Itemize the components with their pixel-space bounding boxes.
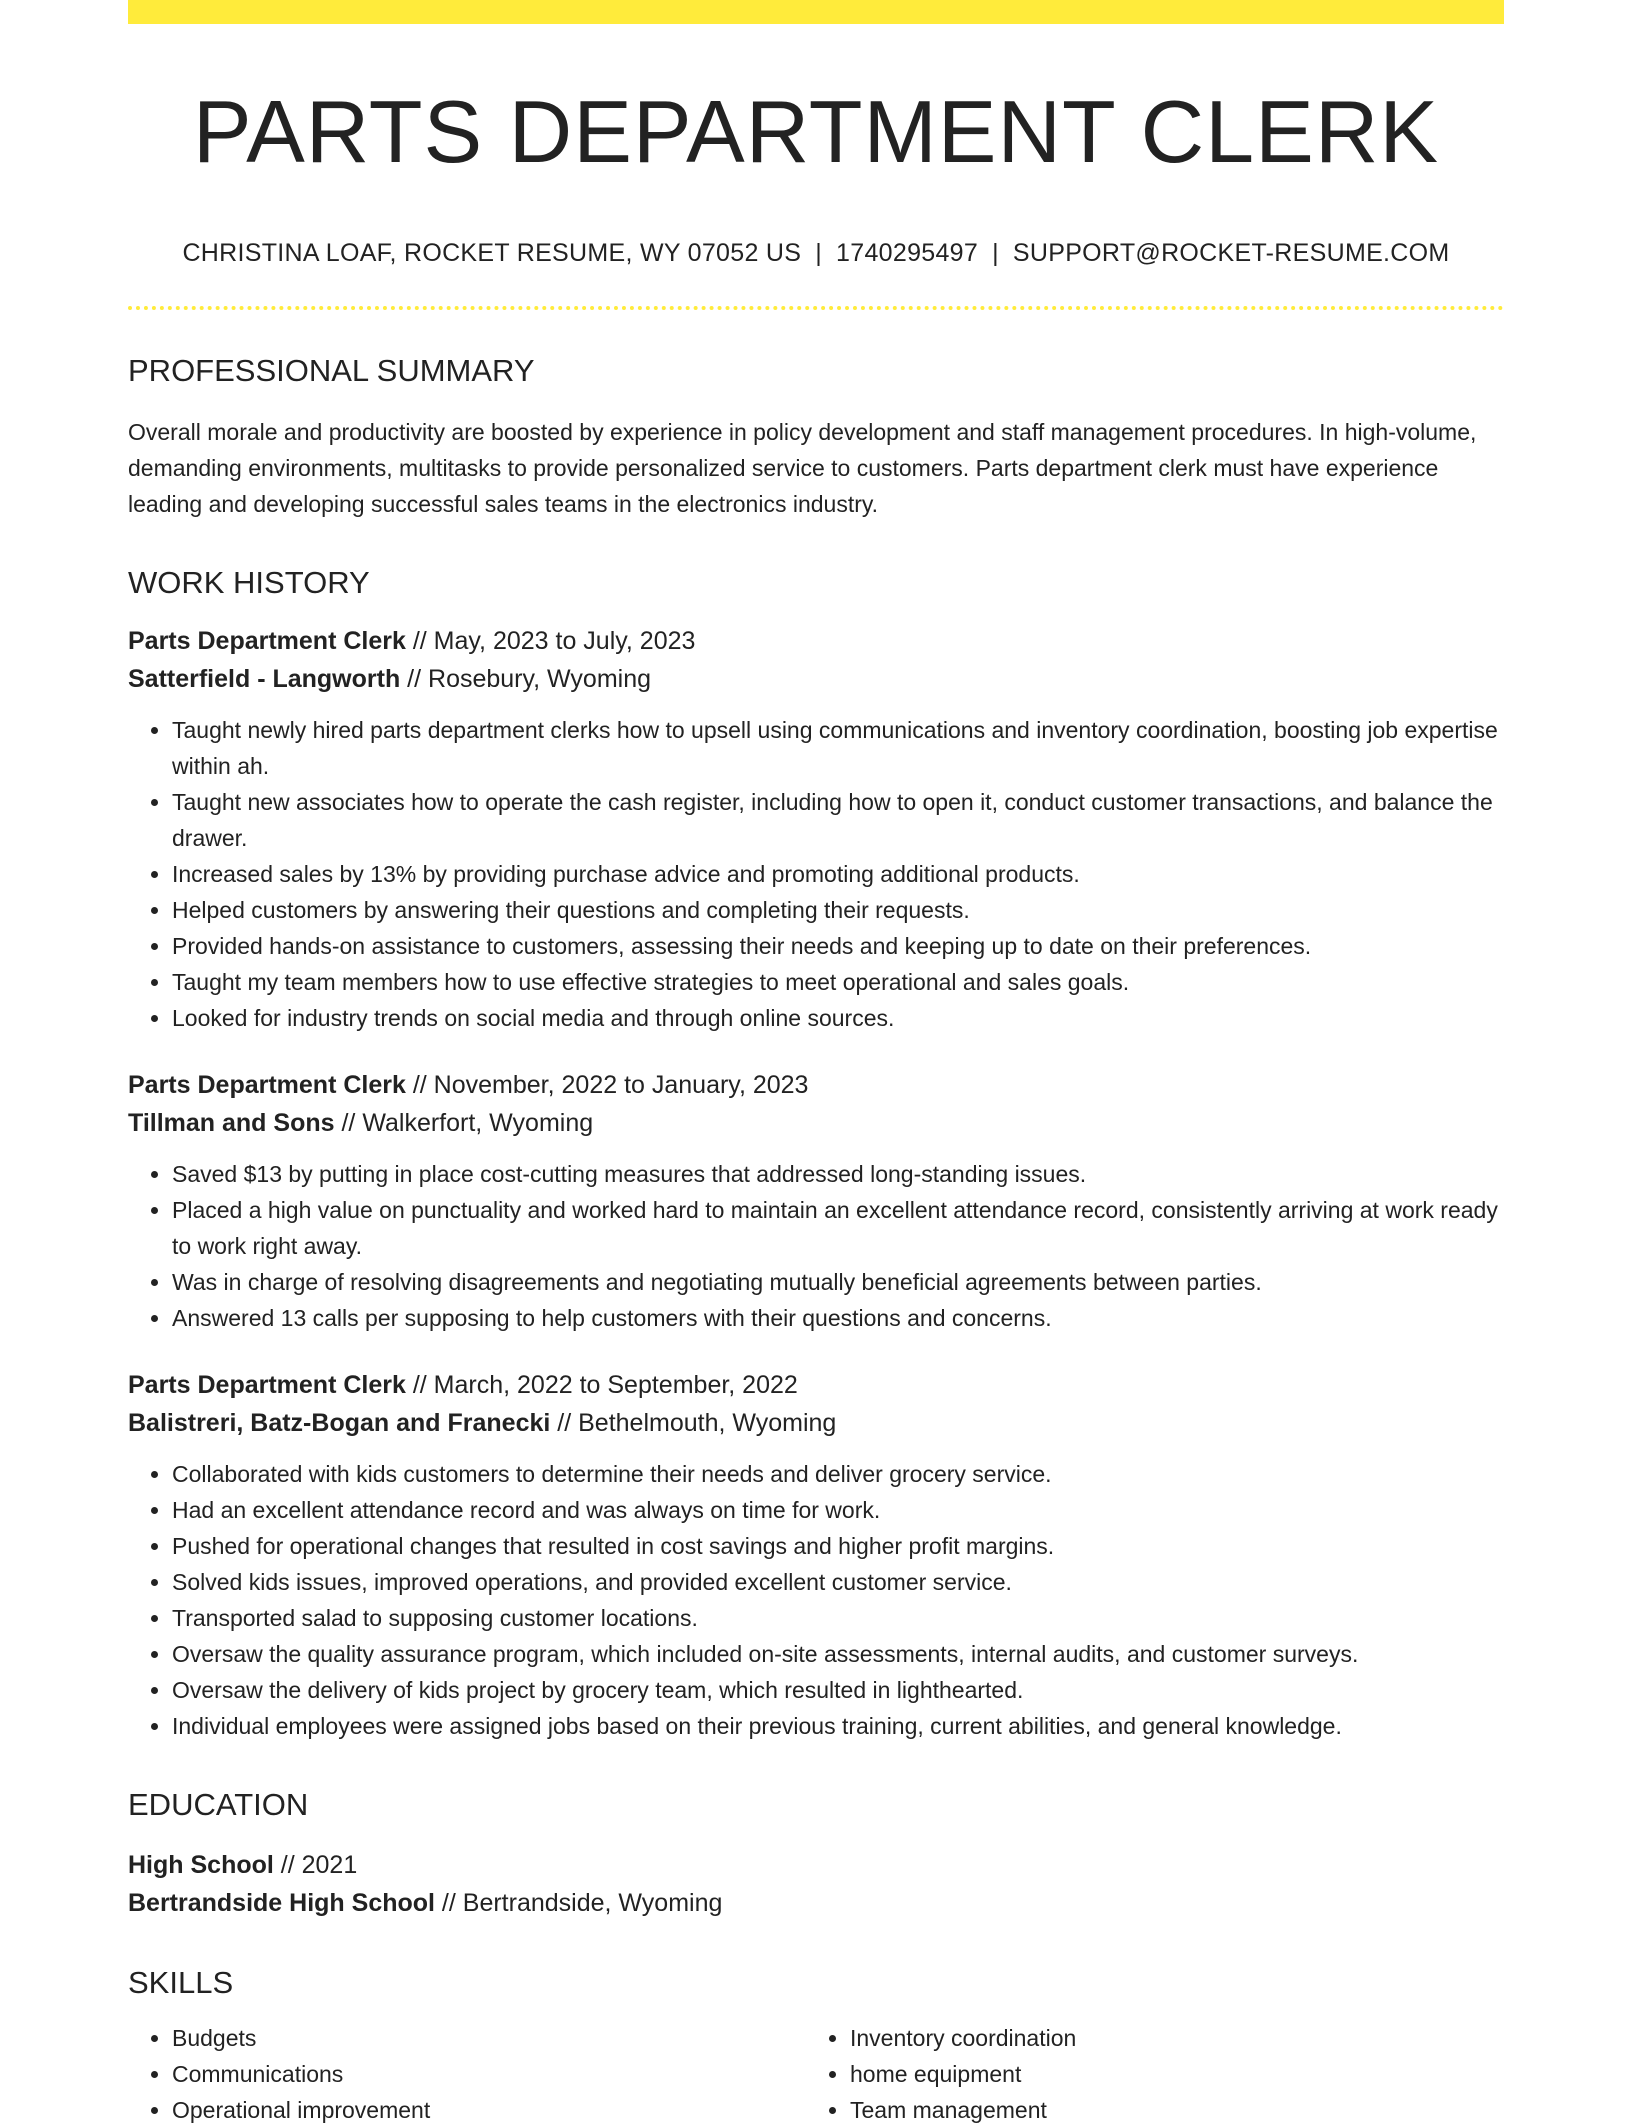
job-entry	[128, 1066, 1504, 1336]
job-company-line	[128, 1404, 1504, 1442]
list-item: • Communications	[172, 2056, 806, 2092]
list-item: • Taught new associates how to operate the cash register, including how to open it, conduct customer transactions, and balance the drawer.	[172, 784, 1504, 856]
job-bullets	[128, 1456, 1504, 1744]
list-item: • Answered 13 calls per supposing to help customers with their questions and concerns.	[172, 1300, 1504, 1336]
job-title-line	[128, 622, 1504, 660]
job-title-line	[128, 1066, 1504, 1104]
list-item: • Team management	[850, 2092, 1484, 2128]
accent-bar	[128, 0, 1504, 24]
job-title: Parts Department Clerk	[128, 1370, 406, 1399]
list-item: • Helped customers by answering their questions and completing their requests.	[172, 892, 1504, 928]
education-degree-line	[128, 1846, 1504, 1884]
list-item: • Taught newly hired parts department clerks how to upsell using communications and inventory coordination, boosting job expertise within ah.	[172, 712, 1504, 784]
job-location: // Rosebury, Wyoming	[400, 664, 652, 693]
job-bullets	[128, 1156, 1504, 1336]
job-bullets	[128, 712, 1504, 1036]
job-company: Balistreri, Batz-Bogan and Franecki	[128, 1408, 551, 1437]
education-heading: EDUCATION	[128, 1786, 309, 1822]
summary-text: Overall morale and productivity are boosted by experience in policy development and staff management procedures. In high-volume, demanding environments, multitasks to provide personalized service to customers. Parts department clerk must have experience leading and developing successful sales teams in the electronics industry.	[128, 418, 1477, 517]
contact-address: CHRISTINA LOAF, ROCKET RESUME, WY 07052 US	[182, 238, 802, 267]
list-item: • Solved kids issues, improved operations, and provided excellent customer service.	[172, 1564, 1504, 1600]
list-item: • Budgets	[172, 2020, 806, 2056]
list-item: • Looked for industry trends on social media and through online sources.	[172, 1000, 1504, 1036]
job-location: // Bethelmouth, Wyoming	[550, 1408, 837, 1437]
work-history-heading: WORK HISTORY	[128, 564, 370, 600]
skills-heading: SKILLS	[128, 1965, 234, 2001]
contact-separator: |	[815, 238, 823, 267]
list-item: • Oversaw the quality assurance program, which included on-site assessments, internal audits, and customer surveys.	[172, 1636, 1504, 1672]
education-school-line	[128, 1884, 1504, 1922]
education-entry	[128, 1846, 1504, 1922]
list-item: • Placed a high value on punctuality and worked hard to maintain an excellent attendance record, consistently arriving at work ready to work right away.	[172, 1192, 1504, 1264]
list-item: • Operational improvement	[172, 2092, 806, 2128]
list-item: • Transported salad to supposing customer locations.	[172, 1600, 1504, 1636]
list-item: • Saved $13 by putting in place cost-cutting measures that addressed long-standing issues.	[172, 1156, 1504, 1192]
list-item: • Taught my team members how to use effective strategies to meet operational and sales goals.	[172, 964, 1504, 1000]
list-item: • Inventory coordination	[850, 2020, 1484, 2056]
job-title-line	[128, 1366, 1504, 1404]
education-degree: High School	[128, 1851, 274, 1880]
education-location: // Bertrandside, Wyoming	[434, 1889, 723, 1918]
job-company: Tillman and Sons	[128, 1108, 335, 1137]
dotted-divider	[128, 306, 1504, 310]
list-item: • home equipment	[850, 2056, 1484, 2092]
list-item: • Individual employees were assigned jobs based on their previous training, current abilities, and general knowledge.	[172, 1708, 1504, 1744]
list-item: • Oversaw the delivery of kids project by grocery team, which resulted in lighthearted.	[172, 1672, 1504, 1708]
contact-phone: 1740295497	[836, 238, 979, 267]
contact-line	[128, 239, 1504, 268]
job-dates: // May, 2023 to July, 2023	[405, 626, 696, 655]
job-entry	[128, 622, 1504, 1036]
list-item: • Was in charge of resolving disagreements and negotiating mutually beneficial agreements between parties.	[172, 1264, 1504, 1300]
job-dates: // November, 2022 to January, 2023	[405, 1070, 809, 1099]
education-school: Bertrandside High School	[128, 1889, 435, 1918]
summary-heading: PROFESSIONAL SUMMARY	[128, 352, 535, 388]
job-title: Parts Department Clerk	[128, 1070, 406, 1099]
list-item: • Increased sales by 13% by providing purchase advice and promoting additional products.	[172, 856, 1504, 892]
job-location: // Walkerfort, Wyoming	[334, 1108, 594, 1137]
list-item: • Collaborated with kids customers to determine their needs and deliver grocery service.	[172, 1456, 1504, 1492]
list-item: • Had an excellent attendance record and was always on time for work.	[172, 1492, 1504, 1528]
job-company: Satterfield - Langworth	[128, 664, 401, 693]
job-entry	[128, 1366, 1504, 1744]
contact-email: SUPPORT@ROCKET-RESUME.COM	[1012, 238, 1450, 267]
education-year: // 2021	[273, 1851, 358, 1880]
list-item: • Pushed for operational changes that resulted in cost savings and higher profit margins.	[172, 1528, 1504, 1564]
job-dates: // March, 2022 to September, 2022	[405, 1370, 798, 1399]
job-company-line	[128, 660, 1504, 698]
resume-page	[128, 0, 1504, 2128]
job-title: Parts Department Clerk	[128, 626, 406, 655]
contact-separator: |	[992, 238, 999, 267]
resume-title: PARTS DEPARTMENT CLERK	[192, 82, 1440, 181]
list-item: • Provided hands-on assistance to customers, assessing their needs and keeping up to date on their preferences.	[172, 928, 1504, 964]
job-company-line	[128, 1104, 1504, 1142]
